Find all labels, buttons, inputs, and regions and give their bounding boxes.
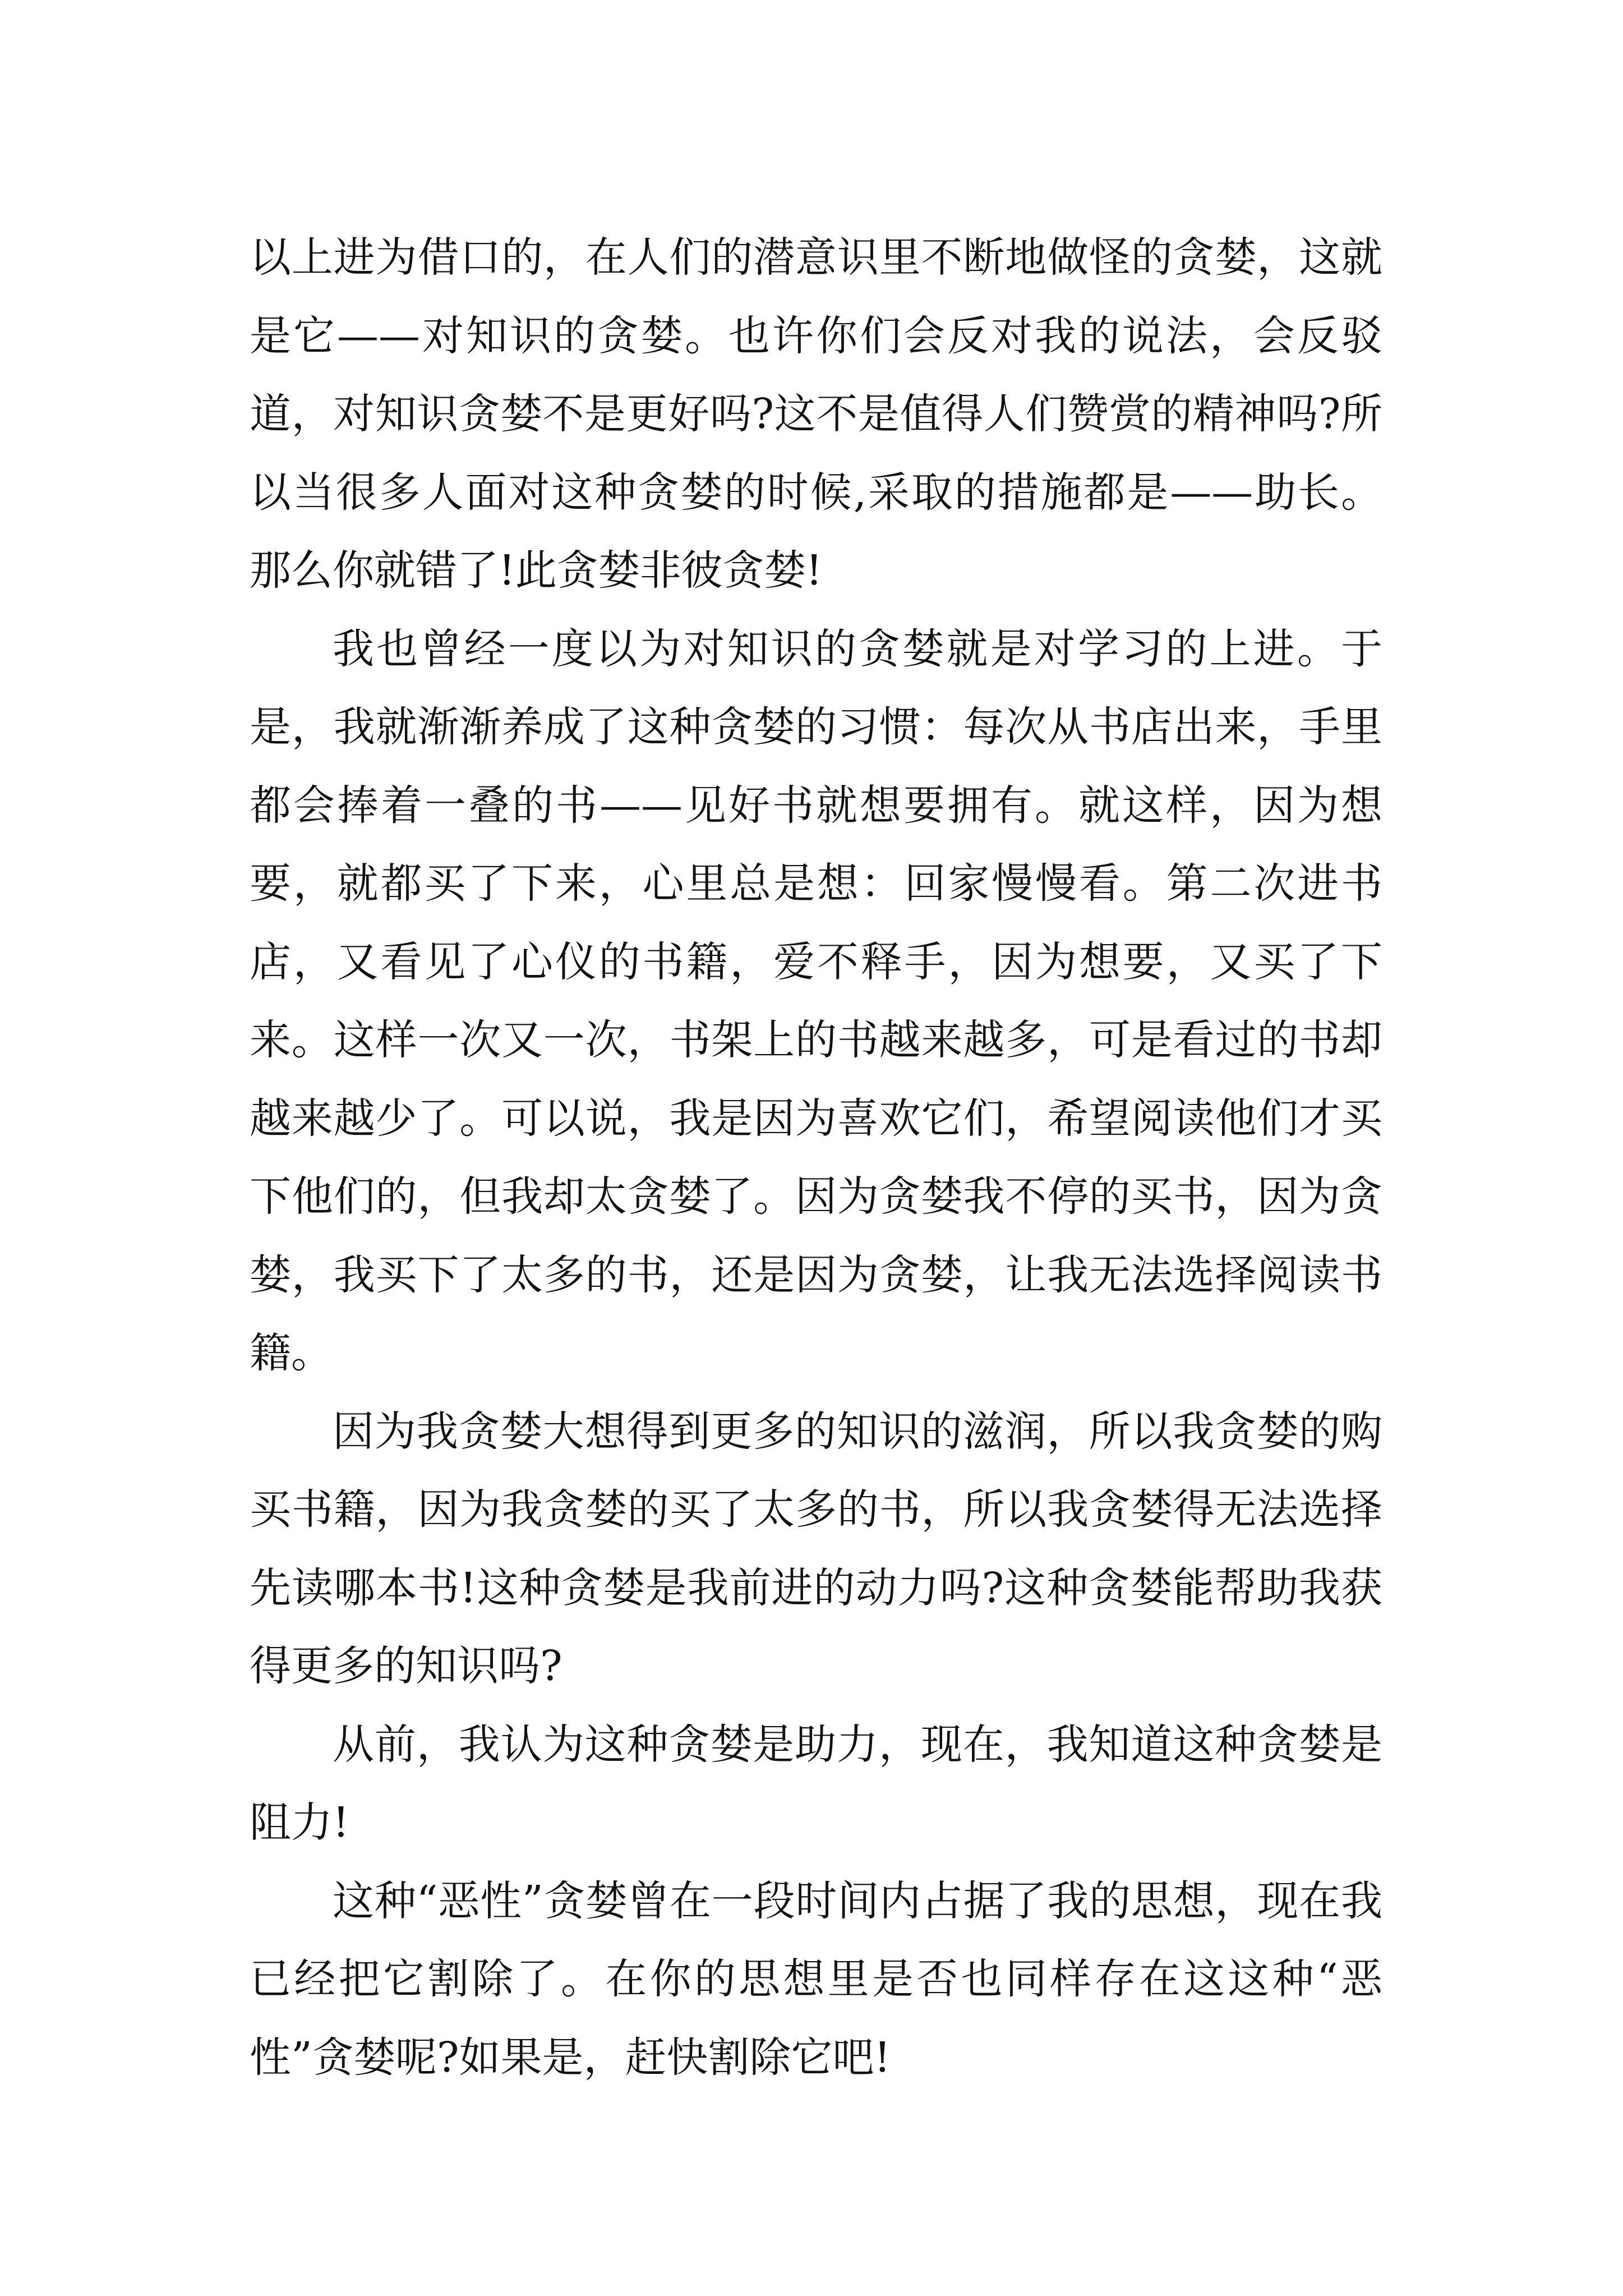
paragraph-4: 从前，我认为这种贪婪是助力，现在，我知道这种贪婪是阻力! xyxy=(250,1720,1382,1847)
paragraph-1: 以上进为借口的，在人们的潜意识里不断地做怪的贪婪，这就是它——对知识的贪婪。也许你们会反对我的说法，会反驳道，对知识贪婪不是更好吗?这不是值得人们赞赏的精神吗?所以当很多人面对这种贪婪的时候,采取的措施都是——助长。那么你就错了!此贪婪非彼贪婪! xyxy=(250,233,1382,595)
paragraph-2: 我也曾经一度以为对知识的贪婪就是对学习的上进。于是，我就渐渐养成了这种贪婪的习惯：每次从书店出来，手里都会捧着一叠的书——见好书就想要拥有。就这样，因为想要，就都买了下来，心里总是想：回家慢慢看。第二次进书店，又看见了心仪的书籍，爱不释手，因为想要，又买了下来。这样一次又一次，书架上的书越来越多，可是看过的书却越来越少了。可以说，我是因为喜欢它们，希望阅读他们才买下他们的，但我却太贪婪了。因为贪婪我不停的买书，因为贪婪，我买下了太多的书，还是因为贪婪，让我无法选择阅读书籍。 xyxy=(250,624,1382,1377)
paragraph-5: 这种“恶性”贪婪曾在一段时间内占据了我的思想，现在我已经把它割除了。在你的思想里是否也同样存在这这种“恶性”贪婪呢?如果是，赶快割除它吧! xyxy=(250,1876,1382,2082)
document-body xyxy=(250,219,1382,2097)
paragraph-3: 因为我贪婪大想得到更多的知识的滋润，所以我贪婪的购买书籍，因为我贪婪的买了太多的书，所以我贪婪得无法选择先读哪本书!这种贪婪是我前进的动力吗?这种贪婪能帮助我获得更多的知识吗? xyxy=(250,1407,1382,1690)
